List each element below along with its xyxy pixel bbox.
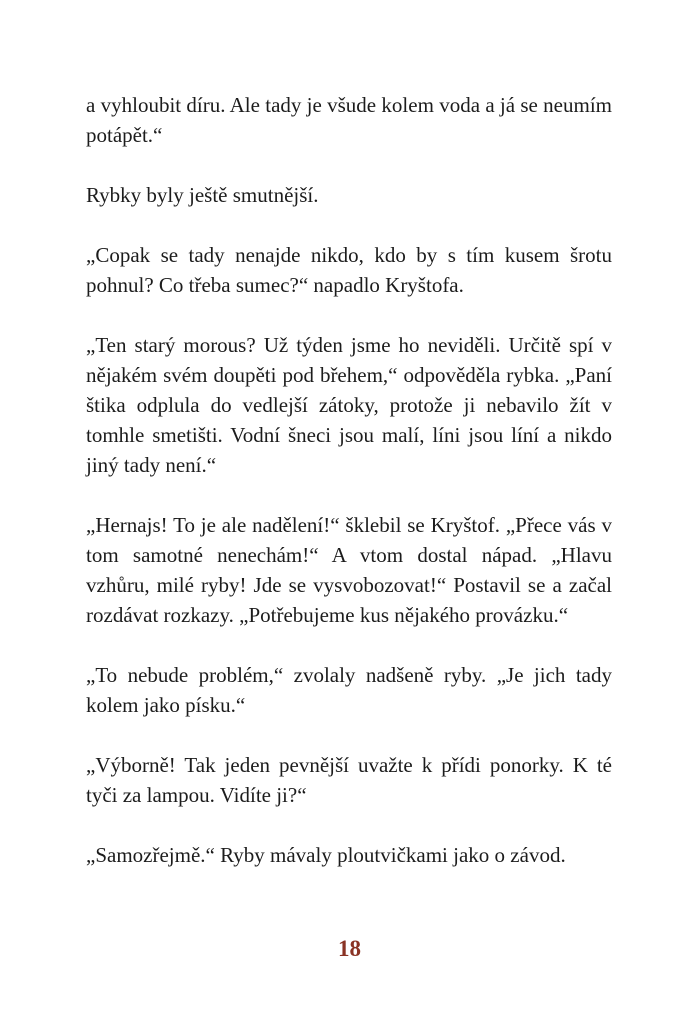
paragraph-7: „Výborně! Tak jeden pevnější uvažte k přídi ponorky. K té tyči za lampou. Vidíte ji?“ [86,753,612,807]
paragraph-5: „Hernajs! To je ale nadělení!“ šklebil se Kryštof. „Přece vás v tom samotné nenechám!“ A vtom dostal nápad. „Hlavu vzhůru, milé ryby! Jde se vysvobozovat!“ Postavil se a začal rozdávat rozkazy. „Potřebujeme kus nějakého provázku.“ [86,513,612,627]
paragraph-8: „Samozřejmě.“ Ryby mávaly ploutvičkami jako o závod. [86,843,566,867]
paragraph-2: Rybky byly ještě smutnější. [86,183,319,207]
paragraph-1: a vyhloubit díru. Ale tady je všude kolem voda a já se neumím potápět.“ [86,93,612,147]
page-number: 18 [338,936,361,961]
paragraph-4: „Ten starý morous? Už týden jsme ho neviděli. Určitě spí v nějakém svém doupěti pod břehem,“ odpověděla rybka. „Paní štika odplula do vedlejší zátoky, protože ji nebavilo žít v tomhle smetišti. Vodní šneci jsou malí, líni jsou líní a nikdo jiný tady není.“ [86,333,612,477]
body-text [86,90,612,870]
paragraph-6: „To nebude problém,“ zvolaly nadšeně ryby. „Je jich tady kolem jako písku.“ [86,663,612,717]
paragraph-3: „Copak se tady nenajde nikdo, kdo by s tím kusem šrotu pohnul? Co třeba sumec?“ napadlo Kryštofa. [86,243,612,297]
